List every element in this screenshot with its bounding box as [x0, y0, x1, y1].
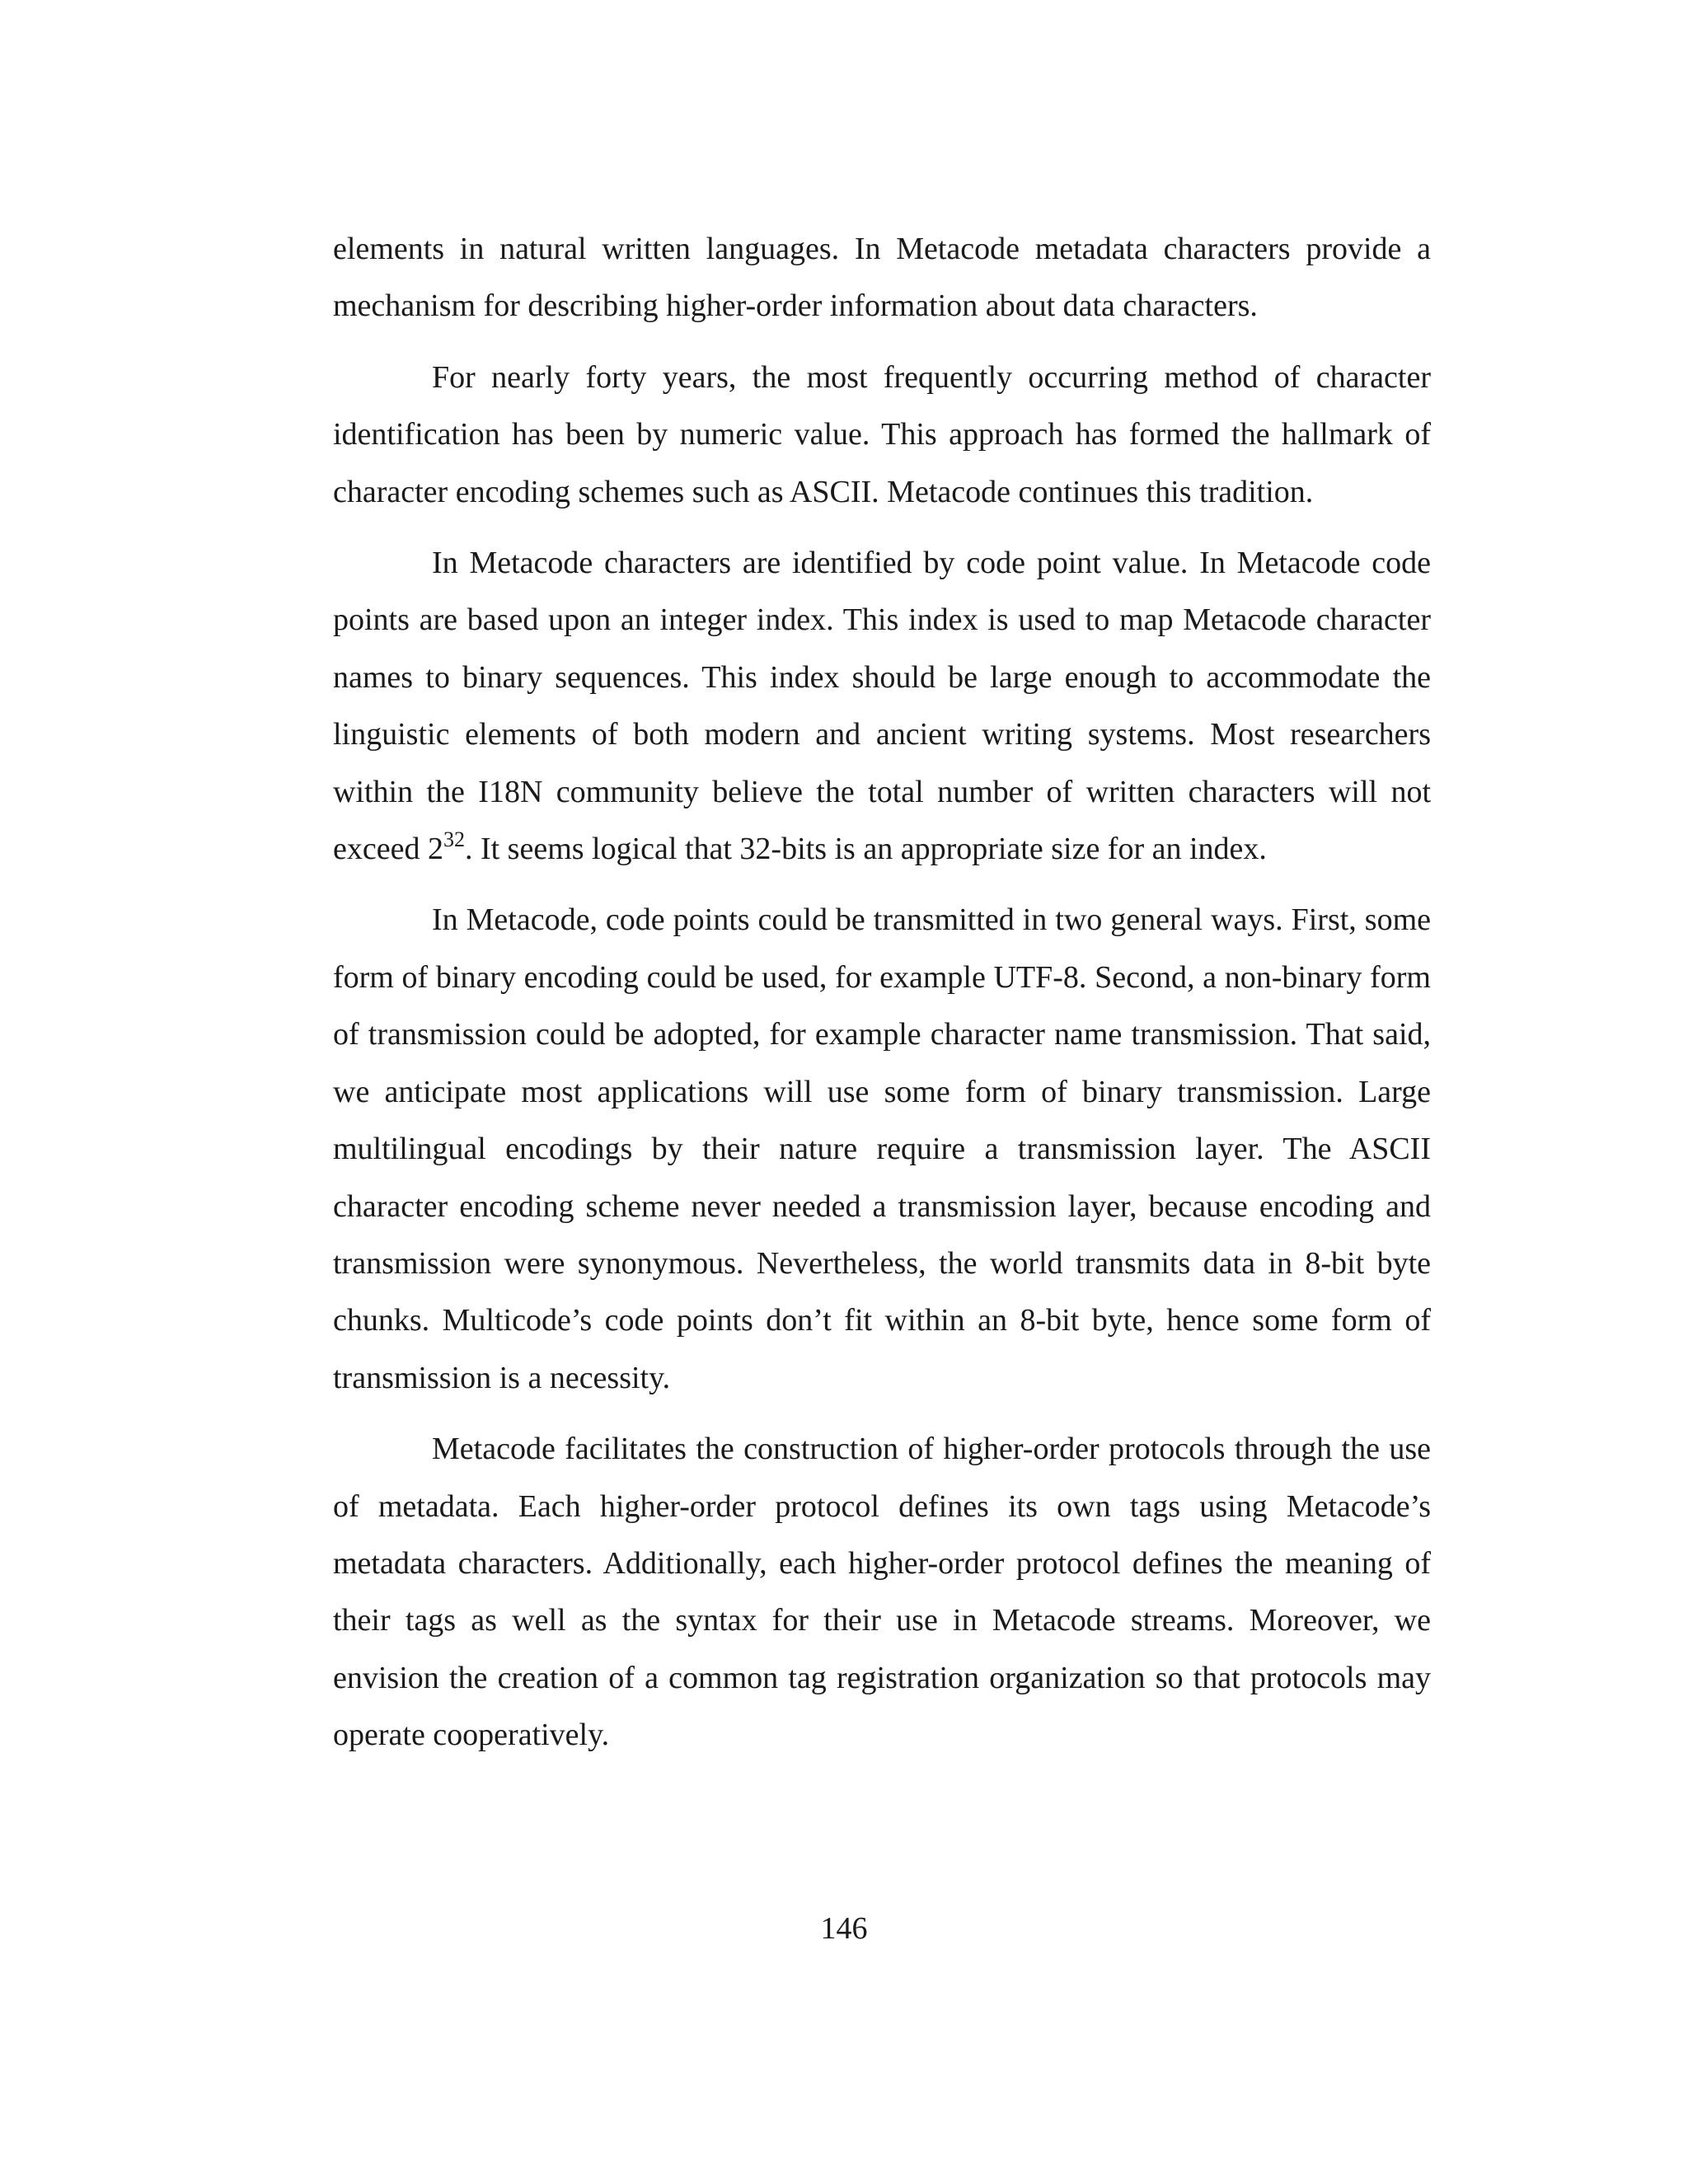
paragraph-protocols: Metacode facilitates the construction of higher-order protocols through the use of metadata. Each higher-order protocol defines its own tags using Metacode’s metadata characters. Additionally, each higher-order protocol defines the meaning of their tags as well as the syntax for their use in Metacode streams. Moreover, we envision the creation of a common tag registration organization so that protocols may operate cooperatively.: [333, 1432, 1431, 1753]
paragraph-continuation: elements in natural written languages. In Metacode metadata characters provide a mechanism for describing higher-order information about data characters.: [333, 232, 1431, 324]
page-number: 146: [820, 1911, 868, 1946]
body-text: [333, 221, 1431, 1765]
paragraph-code-points-text: In Metacode characters are identified by code point value. In Metacode code points are based upon an integer index. This index is used to map Metacode character names to binary sequences. This index should be large enough to accommodate the linguistic elements of both modern and ancient writing systems. Most researchers within the I18N community believe the total number of written characters will not exceed 2: [333, 546, 1431, 867]
paragraph-character-identification: For nearly forty years, the most frequently occurring method of character identification has been by numeric value. This approach has formed the hallmark of character encoding schemes such as ASCII. Metacode continues this tradition.: [333, 359, 1431, 509]
superscript-exponent: 32: [443, 827, 465, 852]
paragraph-code-points-tail: . It seems logical that 32-bits is an appropriate size for an index.: [464, 832, 1267, 867]
paragraph-code-points: [333, 535, 1431, 878]
paragraph-transmission: In Metacode, code points could be transmitted in two general ways. First, some form of binary encoding could be used, for example UTF-8. Second, a non-binary form of transmission could be adopted, for example character name transmission. That said, we anticipate most applications will use some form of binary transmission. Large multilingual encodings by their nature require a transmission layer. The ASCII character encoding scheme never needed a transmission layer, because encoding and transmission were synonymous. Nevertheless, the world transmits data in 8-bit byte chunks. Multicode’s code points don’t fit within an 8-bit byte, hence some form of transmission is a necessity.: [333, 902, 1431, 1395]
